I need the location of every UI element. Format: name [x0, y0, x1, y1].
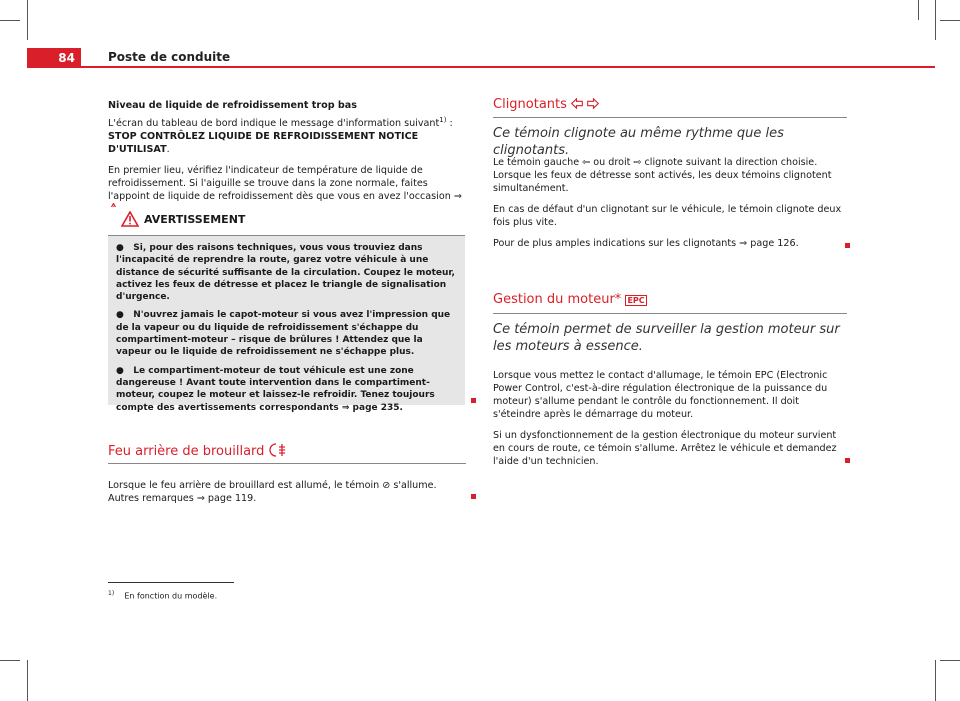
left-column — [108, 99, 466, 224]
engine-management-p2: Si un dysfonctionnement de la gestion électronique du moteur survient en cours de route, ce témoin s'allume. Arrêtez le véhicule et demandez l'aide d'un technicien. — [493, 430, 837, 467]
dashboard-message: STOP CONTRÔLEZ LIQUIDE DE REFROIDISSEMENT NOTICE D'UTILISAT — [108, 131, 419, 156]
engine-management-title-text: Gestion du moteur* — [493, 292, 622, 307]
rear-fog-light-icon — [269, 443, 289, 457]
intro-heading: Niveau de liquide de refroidissement trop bas — [108, 100, 357, 111]
fog-light-title-text: Feu arrière de brouillard — [108, 444, 265, 459]
warning-item-text: Le compartiment-moteur de tout véhicule est une zone dangereuse ! Avant toute intervention dans le compartiment-moteur, coupez le moteur et laissez-le refroidir. Tenez toujours compte des avertissements correspondants ⇒ page 235. — [116, 365, 435, 413]
warning-header — [108, 207, 465, 236]
crop-mark — [940, 20, 960, 21]
footnote-rule — [108, 582, 234, 583]
right-arrow-icon — [587, 98, 599, 109]
turn-signals-lead: Ce témoin clignote au même rythme que les clignotants. — [493, 126, 784, 158]
warning-item-text: N'ouvrez jamais le capot-moteur si vous avez l'impression que de la vapeur ou du liquide de refroidissement s'échappe du compartiment-moteur – risque de brûlures ! Attendez que la vapeur ou le liquide de refroidissement ne s'échappe plus. — [116, 310, 451, 358]
warning-box — [108, 207, 465, 413]
warning-body — [108, 236, 465, 414]
footnote-ref[interactable]: 1) — [439, 116, 447, 124]
turn-signals-title — [493, 97, 599, 112]
section-end-mark — [845, 458, 850, 463]
section-end-mark — [845, 243, 850, 248]
footnote-text: En fonction du modèle. — [124, 591, 218, 601]
intro-text: L'écran du tableau de bord indique le message d'information suivant — [108, 118, 440, 130]
header-rule — [81, 66, 935, 68]
footnote-mark: 1) — [108, 590, 115, 597]
engine-management-p1: Lorsque vous mettez le contact d'allumage, le témoin EPC (Electronic Power Control, c'est-à-dire régulation électronique de la puissance du moteur) s'allume pendant le contrôle du fonctionnement. Il doit s'éteindre après le démarrage du moteur. — [493, 370, 828, 420]
turn-signals-p1: Le témoin gauche ⇦ ou droit ⇨ clignote suivant la direction choisie. Lorsque les feux de détresse sont activés, les deux témoins clignotent simultanément. — [493, 157, 832, 194]
section-end-mark — [471, 494, 476, 499]
intro-paragraph — [108, 114, 466, 156]
section-rule — [493, 117, 847, 118]
crop-mark — [935, 0, 936, 40]
fog-light-title — [108, 443, 289, 459]
turn-signals-title-text: Clignotants — [493, 97, 567, 112]
crop-mark — [27, 0, 28, 40]
running-title: Poste de conduite — [108, 50, 231, 64]
crop-mark — [940, 660, 960, 661]
engine-management-title — [493, 292, 647, 307]
coolant-text: En premier lieu, vérifiez l'indicateur de température de liquide de refroidissement. Si l'aiguille se trouve dans la zone normale, faites l'appoint de liquide de refroidissement dès que vous en avez l'occasion ⇒ — [108, 165, 462, 203]
crop-mark — [918, 0, 919, 20]
section-rule — [493, 313, 847, 314]
crop-mark — [0, 20, 20, 21]
turn-signals-p2: En cas de défaut d'un clignotant sur le véhicule, le témoin clignote deux fois plus vite. — [493, 204, 842, 228]
page-number: 84 — [27, 48, 81, 68]
fog-light-text: Lorsque le feu arrière de brouillard est allumé, le témoin ⊘ s'allume. Autres remarques ⇒ page 119. — [108, 480, 437, 504]
section-rule — [108, 463, 466, 464]
warning-title: AVERTISSEMENT — [144, 213, 246, 226]
turn-signals-body — [493, 156, 845, 258]
engine-management-body — [493, 369, 845, 476]
warning-item: ● Si, pour des raisons techniques, vous vous trouviez dans l'incapacité de reprendre la route, garez votre véhicule à une distance de sécurité suffisante de la circulation. Coupez le moteur, activez les feux de détresse et placez le triangle de signalisation d'urgence. — [116, 243, 455, 303]
engine-management-lead: Ce témoin permet de surveiller la gestion moteur sur les moteurs à essence. — [493, 322, 840, 354]
crop-mark — [935, 660, 936, 701]
turn-signals-p3: Pour de plus amples indications sur les clignotants ⇒ page 126. — [493, 238, 799, 249]
intro-text-end: : — [446, 118, 453, 130]
warning-item-text: Si, pour des raisons techniques, vous vous trouviez dans l'incapacité de reprendre la route, garez votre véhicule à une distance de sécurité suffisante de la circulation. Coupez le moteur, activez les feux de détresse et placez le triangle de signalisation d'urgence. — [116, 243, 455, 303]
footnote — [108, 590, 217, 601]
warning-item: ● Le compartiment-moteur de tout véhicule est une zone dangereuse ! Avant toute intervention dans le compartiment-moteur, coupez le moteur et laissez-le refroidir. Tenez toujours compte des avertissements correspondants ⇒ page 235. — [116, 365, 435, 413]
crop-mark — [0, 660, 20, 661]
section-end-mark — [471, 398, 476, 403]
dashboard-message-end: . — [166, 144, 170, 156]
crop-mark — [27, 660, 28, 701]
warning-item: ● N'ouvrez jamais le capot-moteur si vous avez l'impression que de la vapeur ou du liquide de refroidissement s'échappe du compartiment-moteur – risque de brûlures ! Attendez que la vapeur ou le liquide de refroidissement ne s'échappe plus. — [116, 310, 451, 358]
epc-icon: EPC — [627, 296, 645, 305]
left-arrow-icon — [571, 98, 583, 109]
warning-triangle-icon — [121, 211, 139, 227]
